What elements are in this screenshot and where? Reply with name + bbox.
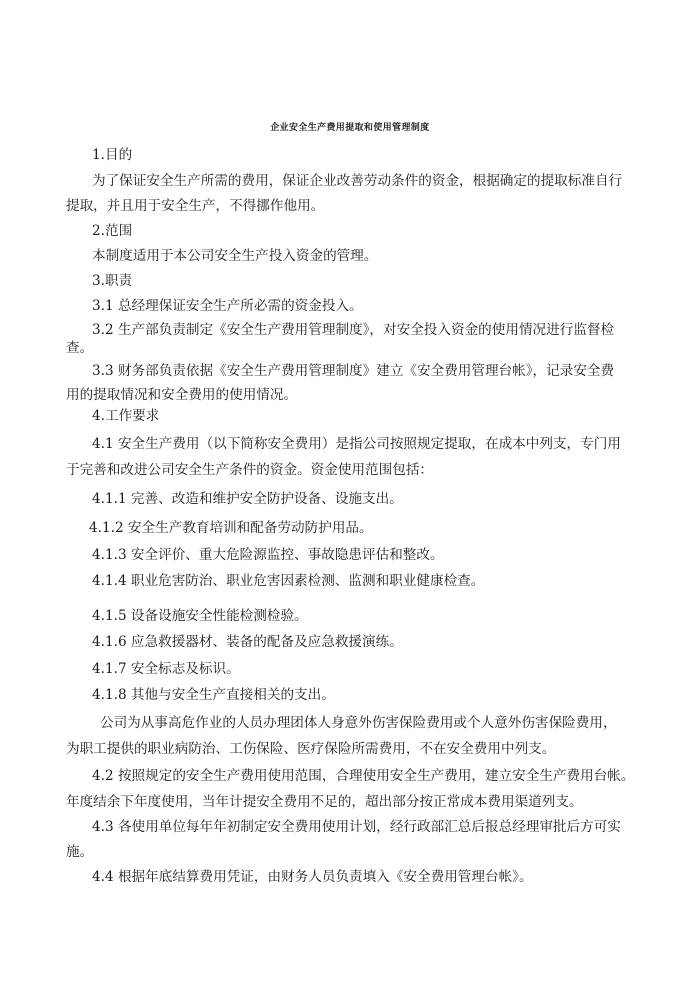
list-item: 4.1.1 完善、改造和维护安全防护设备、设施支出。 <box>92 491 403 507</box>
paragraph-line: 3.2 生产部负责制定《安全生产费用管理制度》，对安全投入资金的使用情况进行监督检 <box>92 322 615 338</box>
list-item: 4.1.8 其他与安全生产直接相关的支出。 <box>92 687 335 703</box>
paragraph-line: 3.3 财务部负责依据《安全生产费用管理制度》建立《安全费用管理台帐》，记录安全费 <box>92 363 615 379</box>
paragraph-line: 于完善和改进公司安全生产条件的资金。资金使用范围包括： <box>66 462 434 478</box>
paragraph-line: 本制度适用于本公司安全生产投入资金的管理。 <box>92 248 378 264</box>
section-heading-requirements: 4.工作要求 <box>92 408 160 424</box>
paragraph-line: 公司为从事高危作业的人员办理团体人身意外伤害保险费用或个人意外伤害保险费用， <box>100 715 617 731</box>
section-heading-scope: 2.范围 <box>92 223 133 239</box>
paragraph-line: 提取，并且用于安全生产，不得挪作他用。 <box>66 198 325 214</box>
paragraph-line: 4.3 各使用单位每年年初制定安全费用使用计划，经行政部汇总后报总经理审批后方可实 <box>92 819 621 835</box>
list-item: 4.1.6 应急救援器材、装备的配备及应急救援演练。 <box>92 634 403 650</box>
paragraph-line: 用的提取情况和安全费用的使用情况。 <box>66 387 298 403</box>
list-item: 4.1.5 设备设施安全性能检测检验。 <box>92 608 308 624</box>
paragraph-line: 4.4 根据年底结算费用凭证，由财务人员负责填入《安全费用管理台帐》。 <box>92 869 533 885</box>
list-item: 4.1.2 安全生产教育培训和配备劳动防护用品。 <box>89 520 373 536</box>
paragraph-line: 4.1 安全生产费用（以下简称安全费用）是指公司按照规定提取，在成本中列支，专门用 <box>92 436 621 452</box>
paragraph-line: 施。 <box>66 844 94 860</box>
paragraph-line: 年度结余下年度使用，当年计提安全费用不足的，超出部分按正常成本费用渠道列支。 <box>66 794 583 810</box>
section-heading-duties: 3.职责 <box>92 273 133 289</box>
paragraph-line: 为职工提供的职业病防治、工伤保险、医疗保险所需费用，不在安全费用中列支。 <box>66 741 556 757</box>
section-heading-purpose: 1.目的 <box>92 147 133 163</box>
list-item: 4.1.7 安全标志及标识。 <box>92 661 240 677</box>
list-item: 4.1.4 职业危害防治、职业危害因素检测、监测和职业健康检查。 <box>92 573 485 589</box>
paragraph-line: 3.1 总经理保证安全生产所必需的资金投入。 <box>92 298 363 314</box>
list-item: 4.1.3 安全评价、重大危险源监控、事故隐患评估和整改。 <box>92 547 444 563</box>
document-title: 企业安全生产费用提取和使用管理制度 <box>270 123 430 133</box>
paragraph-line: 为了保证安全生产所需的费用，保证企业改善劳动条件的资金，根据确定的提取标准自行 <box>92 173 623 189</box>
paragraph-line: 4.2 按照规定的安全生产费用使用范围，合理使用安全生产费用，建立安全生产费用台帐。 <box>92 768 635 784</box>
paragraph-line: 查。 <box>66 340 94 356</box>
